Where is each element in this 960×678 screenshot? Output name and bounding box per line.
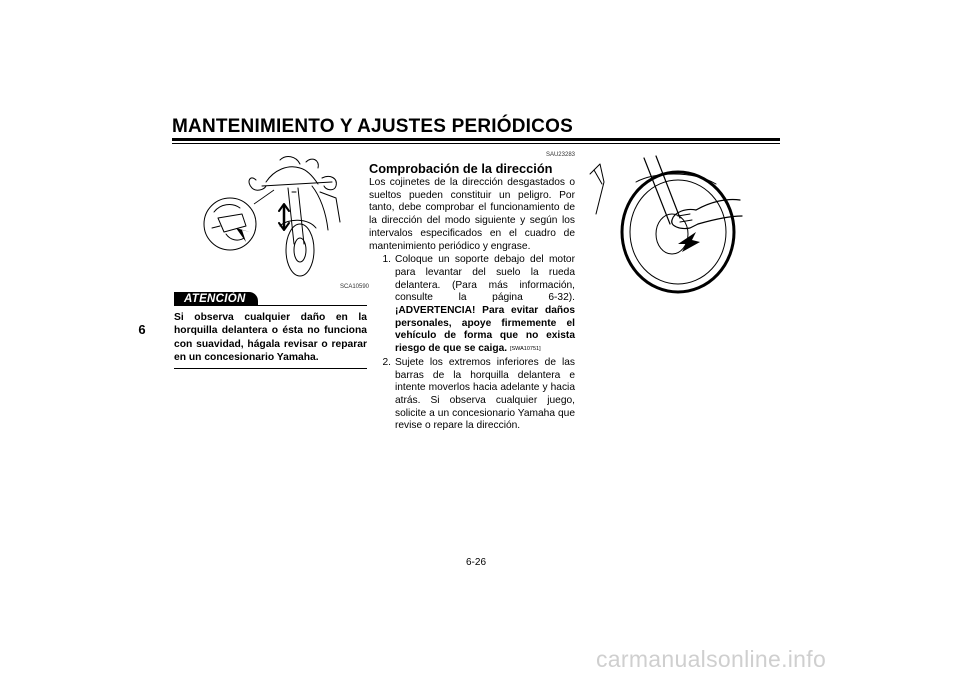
step-number: 1. [382,254,391,266]
caution-bottom-rule [174,368,367,369]
step-warning: ¡ADVERTENCIA! Para evitar daños personales, apoye firmemente el vehículo de forma que no exista riesgo de que se caiga. [395,305,575,355]
watermark: carmanualsonline.info [596,646,827,672]
caution-label: ATENCIÓN [174,292,258,306]
section-code: SAU23283 [545,152,575,158]
caution-line [258,305,367,306]
page-title: MANTENIMIENTO Y AJUSTES PERIÓDICOS [172,116,573,137]
section-heading: Comprobación de la dirección [369,161,553,176]
page-number: 6-26 [466,557,487,568]
figure-code: SCA10590 [340,284,370,290]
warning-code: [SWA10751] [509,346,541,353]
steering-section [369,152,575,433]
step-body: Sujete los extremos inferiores de las barras de la horquilla delantera e intente moverlos hacia adelante y hacia atrás. Si observa cualquier juego, solicite a un concesionario Yamaha que revise o repare la dirección. [395,356,575,432]
step-text [395,254,575,356]
header-rule-thick [172,138,780,141]
fork-check-illustration [196,152,374,292]
caution-text: Si observa cualquier daño en la horquilla delantera o ésta no funciona con suavidad, hágala revisar o reparar en un concesionario Yamaha. [174,312,367,363]
chapter-tab: 6 [138,321,146,337]
caution-box [174,292,367,369]
step-body: Coloque un soporte debajo del motor para levantar del suelo la rueda delantera. (Para más información, consulte la página 6-32). [395,254,575,304]
step-item [369,357,575,433]
header-rule-thin [172,143,780,144]
step-item [369,254,575,356]
caution-header [174,292,367,306]
wheel-check-illustration [586,154,746,294]
section-intro: Los cojinetes de la dirección desgastados o sueltos pueden constituir un peligro. Por tanto, debe comprobar el funcionamiento de la dirección del modo siguiente y según los intervalos especificados en el cuadro de mantenimiento periódico y engrase. [369,177,575,252]
step-number: 2. [382,356,391,368]
